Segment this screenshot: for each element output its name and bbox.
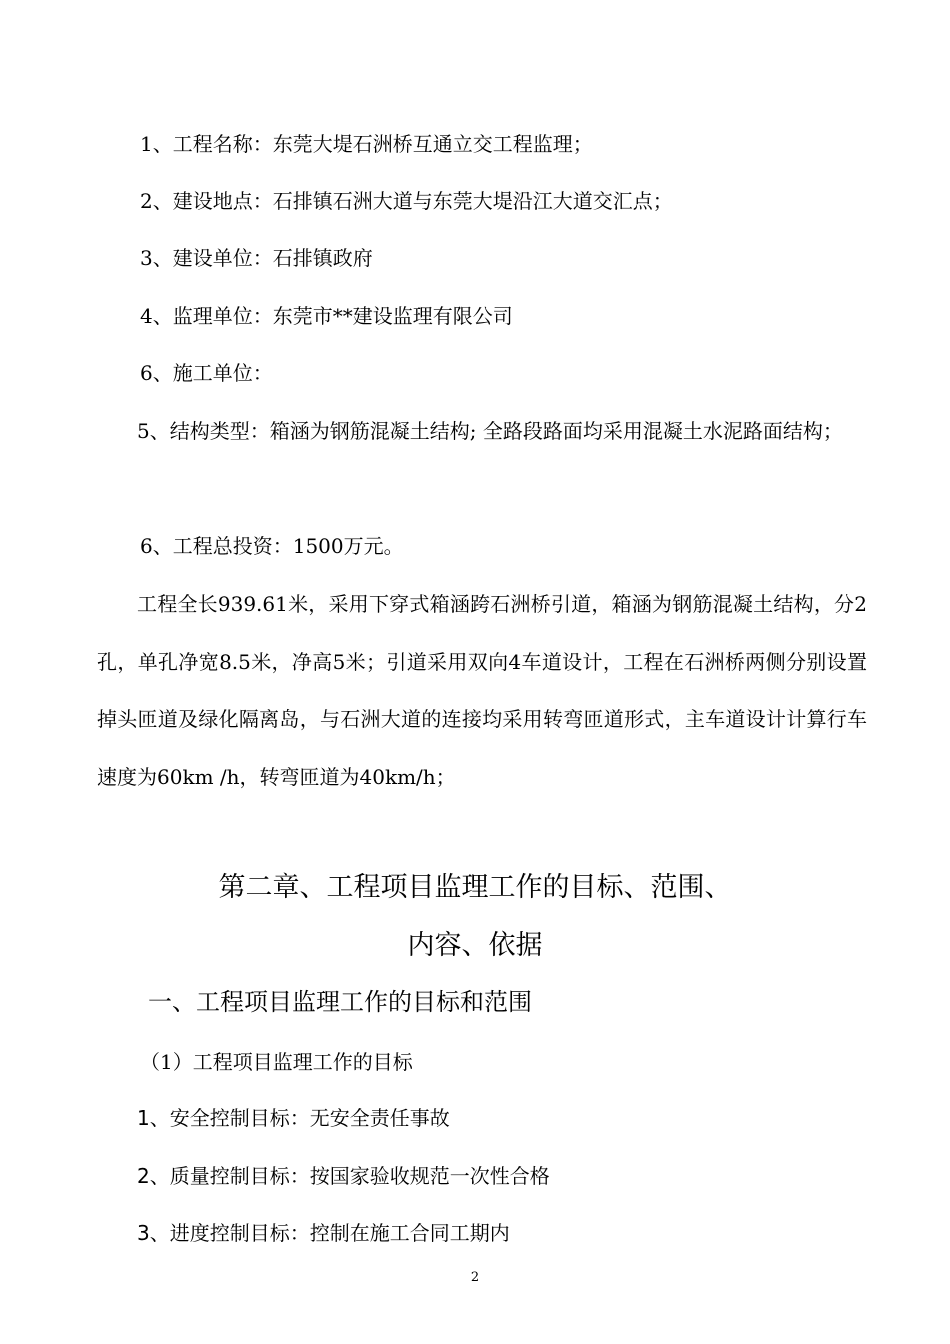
construction-unit: 3、建设单位：石排镇政府 — [140, 246, 373, 270]
contractor-unit: 6、施工单位： — [140, 361, 273, 385]
chapter-title-line1: 第二章、工程项目监理工作的目标、范围、 — [218, 872, 732, 903]
project-location: 2、建设地点：石排镇石洲大道与东莞大堤沿江大道交汇点； — [140, 189, 673, 213]
page-number: 2 — [470, 1270, 480, 1285]
quality-target: 2、质量控制目标：按国家验收规范一次性合格 — [137, 1164, 550, 1188]
project-name: 1、工程名称：东莞大堤石洲桥互通立交工程监理； — [140, 132, 593, 156]
safety-target: 1、安全控制目标：无安全责任事故 — [137, 1106, 450, 1130]
chapter-title-line2: 内容、依据 — [407, 930, 543, 961]
project-description: 工程全长939.61米，采用下穿式箱涵跨石洲桥引道，箱涵为钢筋混凝土结构，分2孔，单孔净宽8.5米，净高5米；引道采用双向4车道设计，工程在石洲桥两侧分别设置掉头匝道及绿化隔离岛，与石洲大道的连接均采用转弯匝道形式，主车道设计计算行车速度为60km /h，转弯匝道为40km/h； — [97, 592, 867, 789]
section-title: 一、工程项目监理工作的目标和范围 — [148, 988, 532, 1016]
structure-type: 5、结构类型：箱涵为钢筋混凝土结构; 全路段路面均采用混凝土水泥路面结构； — [137, 419, 843, 443]
subsection-title: （1）工程项目监理工作的目标 — [140, 1050, 413, 1074]
supervision-unit: 4、监理单位：东莞市**建设监理有限公司 — [140, 304, 513, 328]
total-investment: 6、工程总投资：1500万元。 — [140, 534, 404, 558]
schedule-target: 3、进度控制目标：控制在施工合同工期内 — [137, 1221, 510, 1245]
